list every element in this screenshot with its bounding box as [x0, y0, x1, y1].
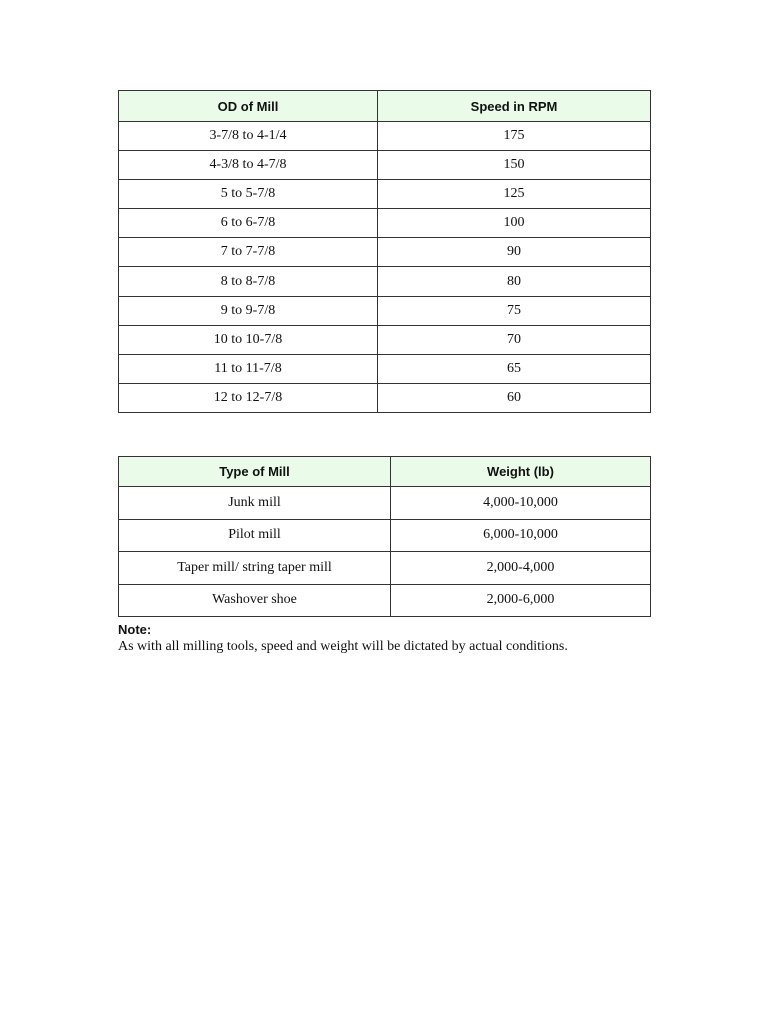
od-cell: 3-7/8 to 4-1/4: [119, 122, 378, 151]
mill-speed-table: [118, 90, 651, 413]
rpm-cell: 65: [378, 354, 651, 383]
note-text: As with all milling tools, speed and weight will be dictated by actual conditions.: [118, 639, 568, 654]
rpm-cell: 100: [378, 209, 651, 238]
table-row: [119, 238, 651, 267]
table-header-row: [119, 91, 651, 122]
weight-cell: 2,000-4,000: [391, 552, 651, 585]
table-row: [119, 267, 651, 296]
table-row: [119, 122, 651, 151]
table-row: [119, 151, 651, 180]
mill-type-cell: Washover shoe: [119, 584, 391, 617]
od-cell: 11 to 11-7/8: [119, 354, 378, 383]
table-row: [119, 209, 651, 238]
rpm-cell: 90: [378, 238, 651, 267]
weight-cell: 6,000-10,000: [391, 519, 651, 552]
od-cell: 4-3/8 to 4-7/8: [119, 151, 378, 180]
rpm-cell: 175: [378, 122, 651, 151]
rpm-cell: 60: [378, 383, 651, 412]
table-header-row: [119, 457, 651, 487]
rpm-cell: 75: [378, 296, 651, 325]
mill-type-cell: Junk mill: [119, 487, 391, 520]
column-header-speed-in-rpm: Speed in RPM: [378, 91, 651, 122]
table-row: [119, 296, 651, 325]
note-title: Note:: [118, 622, 152, 637]
od-cell: 7 to 7-7/8: [119, 238, 378, 267]
od-cell: 8 to 8-7/8: [119, 267, 378, 296]
column-header-od-of-mill: OD of Mill: [119, 91, 378, 122]
od-cell: 5 to 5-7/8: [119, 180, 378, 209]
rpm-cell: 70: [378, 325, 651, 354]
mill-type-cell: Taper mill/ string taper mill: [119, 552, 391, 585]
table-row: [119, 584, 651, 617]
od-cell: 12 to 12-7/8: [119, 383, 378, 412]
od-cell: 6 to 6-7/8: [119, 209, 378, 238]
table-row: [119, 487, 651, 520]
table-row: [119, 519, 651, 552]
mill-weight-table: [118, 456, 651, 617]
rpm-cell: 80: [378, 267, 651, 296]
weight-cell: 4,000-10,000: [391, 487, 651, 520]
table-row: [119, 354, 651, 383]
column-header-weight: Weight (lb): [391, 457, 651, 487]
mill-type-cell: Pilot mill: [119, 519, 391, 552]
note-block: [118, 622, 678, 655]
table-row: [119, 180, 651, 209]
table-row: [119, 383, 651, 412]
weight-cell: 2,000-6,000: [391, 584, 651, 617]
od-cell: 10 to 10-7/8: [119, 325, 378, 354]
column-header-type-of-mill: Type of Mill: [119, 457, 391, 487]
table-row: [119, 325, 651, 354]
rpm-cell: 125: [378, 180, 651, 209]
od-cell: 9 to 9-7/8: [119, 296, 378, 325]
table-row: [119, 552, 651, 585]
rpm-cell: 150: [378, 151, 651, 180]
